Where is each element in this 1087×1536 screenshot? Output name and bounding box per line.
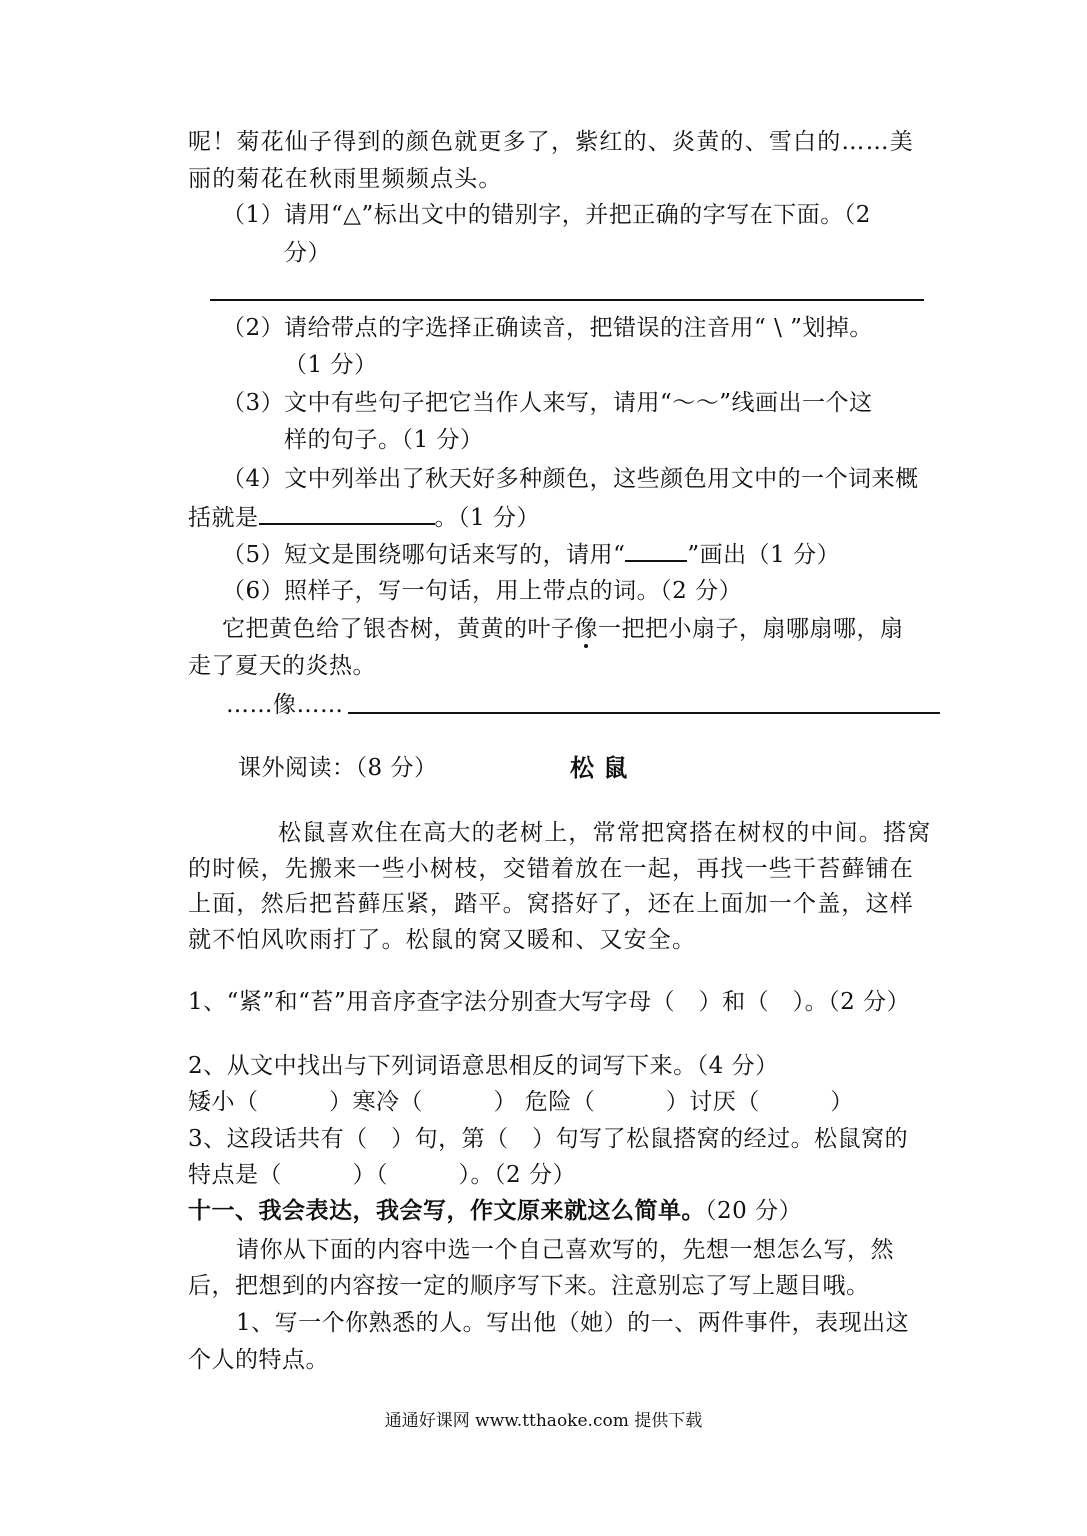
- question-text: （5）短文是围绕哪句话来写的，请用“: [222, 542, 626, 568]
- question-1: [222, 200, 871, 230]
- question-4-answer: [188, 501, 540, 533]
- page-footer: 通通好课网 www.tthaoke.com 提供下载: [384, 1411, 703, 1431]
- reading-question-3-continued: 特点是（ ）（ ）。（2 分）: [188, 1162, 576, 1188]
- question-3-continued: 样的句子。（1 分）: [284, 427, 484, 453]
- section-score: （20 分）: [705, 1198, 803, 1224]
- composition-text: 个人的特点。: [188, 1347, 329, 1373]
- example-text: 一把把小扇子，扇哪扇哪，扇: [598, 616, 904, 642]
- passage-line: 呢！菊花仙子得到的颜色就更多了，紫红的、炎黄的、雪白的……美: [188, 129, 914, 155]
- question-5: [222, 538, 840, 570]
- example-sentence: [222, 614, 904, 644]
- section-label: 课外阅读：（8 分）: [238, 755, 438, 781]
- example-text: 它把黄色给了银杏树，黄黄的叶子: [222, 616, 575, 642]
- composition-heading-row: [188, 1196, 802, 1226]
- reading-question-1: 1、“紧”和“苔”用音序查字法分别查大写字母（ ）和（ ）。（2 分）: [188, 989, 911, 1015]
- question-text: 请用“△”标出文中的错别字，并把正确的字写在下面。（2: [284, 202, 871, 228]
- underline-sample: [625, 538, 687, 562]
- reading-paragraph: 上面，然后把苔藓压紧，踏平。窝搭好了，还在上面加一个盖，这样: [188, 891, 914, 917]
- question-1-continued: 分）: [284, 240, 331, 266]
- composition-text: 后，把想到的内容按一定的顺序写下来。注意别忘了写上题目哦。: [188, 1273, 870, 1299]
- question-2: [222, 313, 873, 343]
- answer-line: [210, 299, 924, 301]
- reading-title: 松 鼠: [570, 753, 628, 782]
- example-sentence-continued: 走了夏天的炎热。: [188, 653, 376, 679]
- question-6: （6）照样子，写一句话，用上带点的词。（2 分）: [222, 578, 743, 604]
- question-3: [222, 388, 873, 418]
- question-number: （1）: [222, 202, 285, 228]
- question-4: （4）文中列举出了秋天好多种颜色，这些颜色用文中的一个词来概: [222, 466, 919, 492]
- question-text: ”画出（1 分）: [687, 542, 841, 568]
- reading-paragraph: 就不怕风吹雨打了。松鼠的窝又暖和、又安全。: [188, 927, 697, 953]
- question-text: 括就是: [188, 505, 259, 531]
- pattern-prompt: ……像……: [226, 692, 344, 718]
- composition-text: 1、写一个你熟悉的人。写出他（她）的一、两件事件，表现出这: [236, 1310, 910, 1336]
- answer-line: [348, 712, 940, 714]
- composition-text: 请你从下面的内容中选一个自己喜欢写的，先想一想怎么写，然: [236, 1237, 894, 1263]
- reading-paragraph: 的时候，先搬来一些小树枝，交错着放在一起，再找一些干苔藓铺在: [188, 856, 914, 882]
- question-text: 文中有些句子把它当作人来写，请用“～～”线画出一个这: [284, 390, 873, 416]
- question-number: （2）: [222, 315, 285, 341]
- fill-blank: [259, 501, 435, 525]
- reading-question-2: 2、从文中找出与下列词语意思相反的词写下来。（4 分）: [188, 1053, 779, 1079]
- reading-question-3: 3、这段话共有（ ）句，第（ ）句写了松鼠搭窝的经过。松鼠窝的: [188, 1126, 909, 1152]
- question-number: （3）: [222, 390, 285, 416]
- question-text: 。（1 分）: [434, 505, 540, 531]
- reading-paragraph: 松鼠喜欢住在高大的老树上，常常把窝搭在树杈的中间。搭窝: [278, 820, 932, 846]
- question-2-continued: （1 分）: [284, 352, 378, 378]
- antonym-blanks: 矮小（ ）寒冷（ ） 危险（ ）讨厌（ ）: [188, 1089, 854, 1115]
- dotted-word: 像: [574, 616, 598, 642]
- question-text: 请给带点的字选择正确读音，把错误的注音用“ \ ”划掉。: [284, 315, 873, 341]
- section-heading: 十一、我会表达，我会写，作文原来就这么简单。: [188, 1197, 705, 1224]
- passage-line: 丽的菊花在秋雨里频频点头。: [188, 166, 503, 192]
